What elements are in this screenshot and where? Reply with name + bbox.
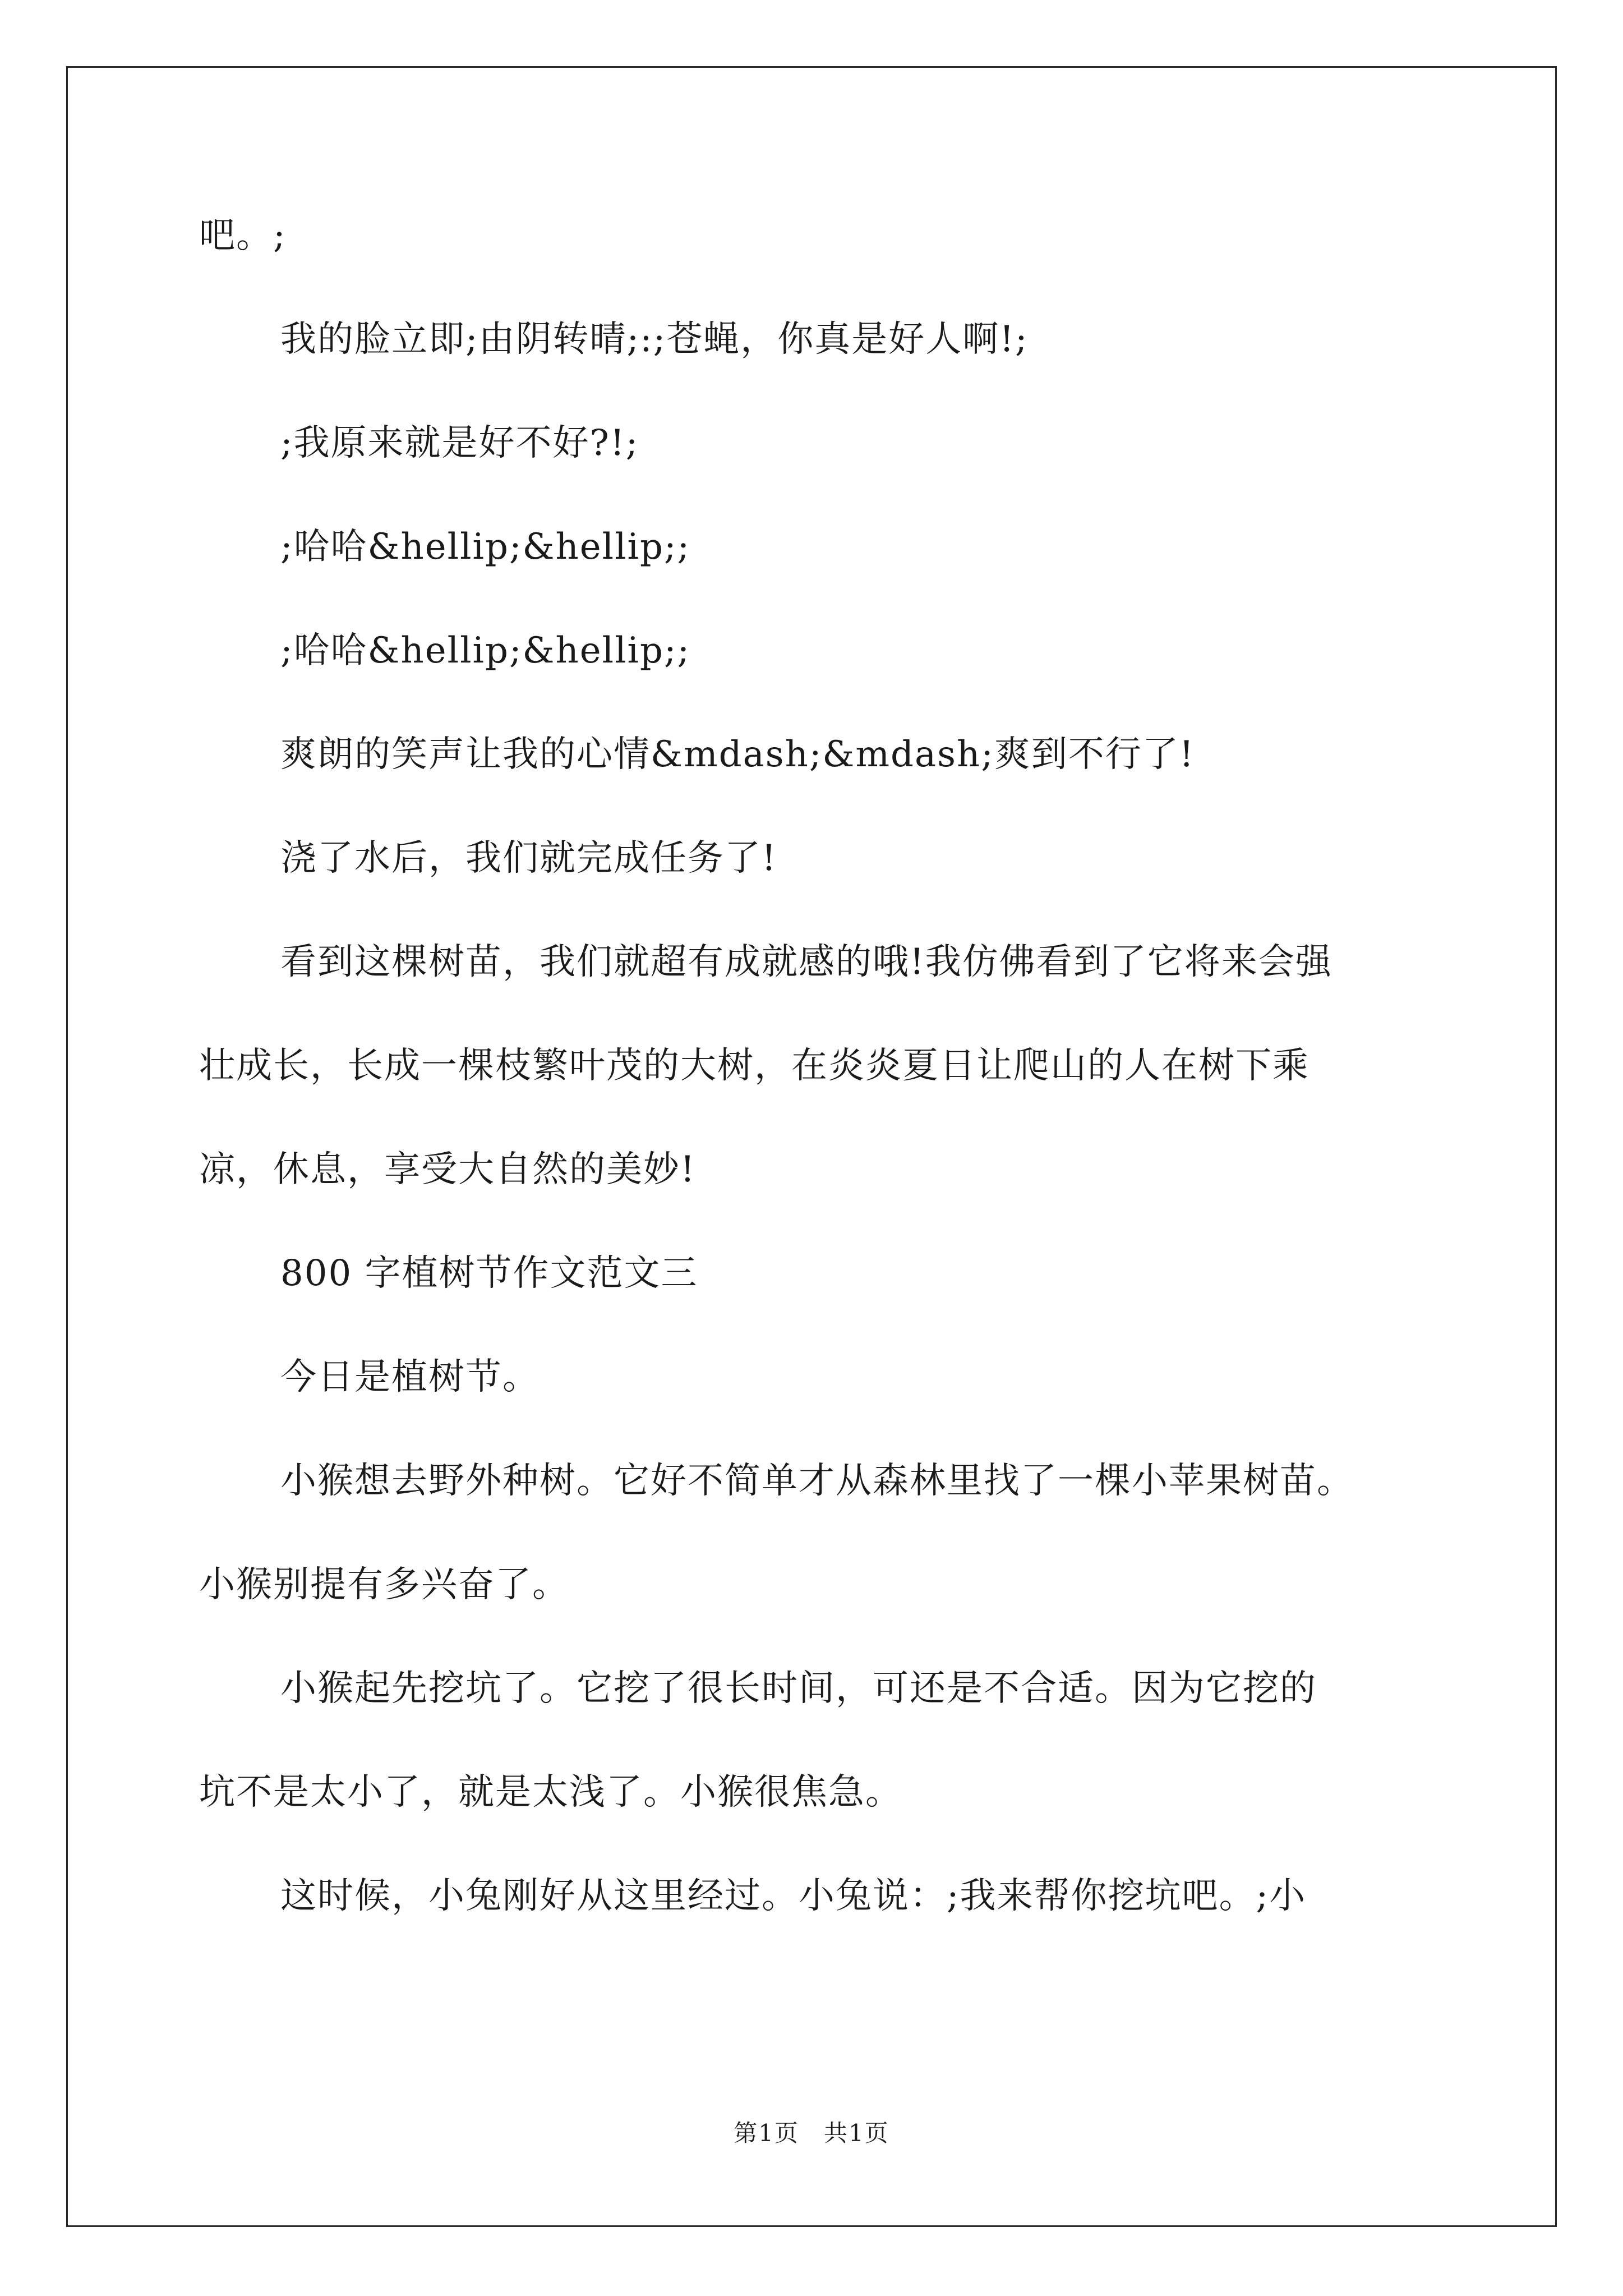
text-line: 吧。;	[199, 215, 287, 256]
text-line: 小猴起先挖坑了。它挖了很长时间，可还是不合适。因为它挖的	[280, 1668, 1317, 1709]
text-line: 爽朗的笑声让我的心情&mdash;&mdash;爽到不行了!	[280, 734, 1195, 775]
text-line: ;哈哈&hellip;&hellip;;	[280, 630, 691, 671]
section-heading: 800 字植树节作文范文三	[280, 1253, 698, 1294]
text-line: ;哈哈&hellip;&hellip;;	[280, 526, 691, 568]
text-line: 浇了水后，我们就完成任务了!	[280, 838, 777, 879]
text-line: 小猴想去野外种树。它好不简单才从森林里找了一棵小苹果树苗。	[280, 1460, 1354, 1502]
text-line: 凉，休息，享受大自然的美妙!	[199, 1149, 696, 1190]
text-line: 坑不是太小了，就是太浅了。小猴很焦急。	[199, 1772, 902, 1813]
text-line: 我的脸立即;由阴转晴;:;苍蝇，你真是好人啊!;	[280, 319, 1029, 360]
text-line: 小猴别提有多兴奋了。	[199, 1564, 569, 1605]
text-line: 壮成长，长成一棵枝繁叶茂的大树，在炎炎夏日让爬山的人在树下乘	[199, 1045, 1310, 1087]
page-footer: 第1页 共1页	[734, 2119, 889, 2147]
text-line: 今日是植树节。	[280, 1356, 540, 1398]
text-line: 看到这棵树苗，我们就超有成就感的哦!我仿佛看到了它将来会强	[280, 941, 1332, 983]
text-line: ;我原来就是好不好?!;	[280, 422, 639, 464]
text-line: 这时候，小兔刚好从这里经过。小兔说：;我来帮你挖坑吧。;小	[280, 1875, 1307, 1917]
